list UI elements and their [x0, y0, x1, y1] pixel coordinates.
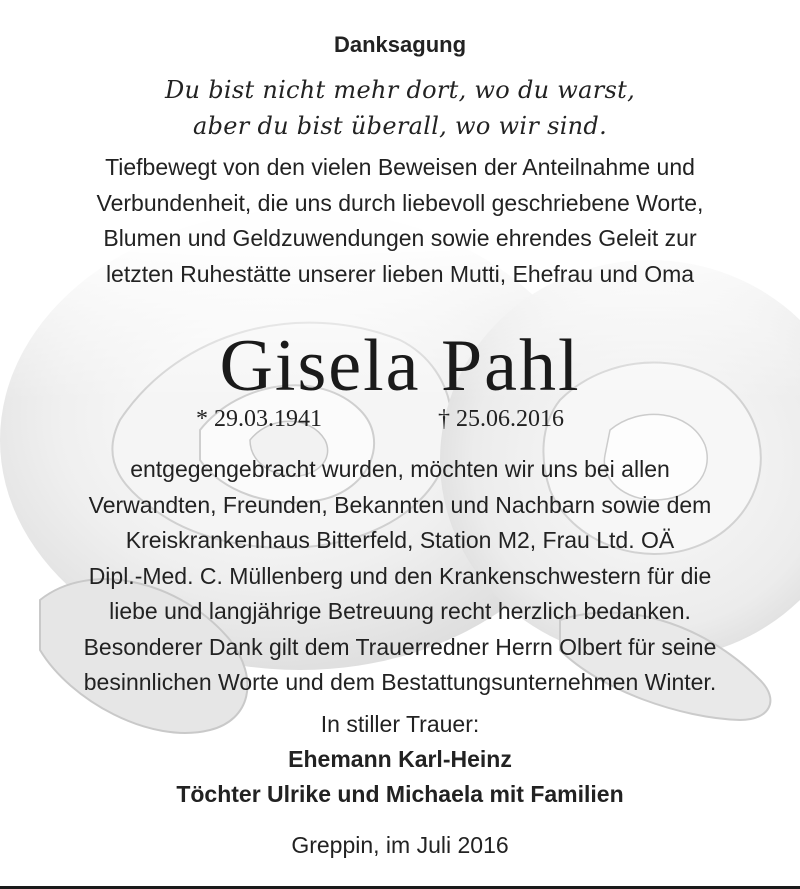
intro-line: Verbundenheit, die uns durch liebevoll geschriebene Worte,: [96, 189, 704, 216]
intro-line: Tiefbewegt von den vielen Beweisen der Anteilnahme und: [105, 154, 695, 180]
intro-paragraph: [0, 150, 800, 292]
thanks-line: Dipl.-Med. C. Müllenberg und den Krankenschwestern für die: [88, 562, 712, 589]
thanks-line: besinnlichen Worte und dem Bestattungsunternehmen Winter.: [83, 669, 717, 695]
deceased-name: Gisela Pahl: [219, 325, 581, 407]
signer-husband: Ehemann Karl-Heinz: [288, 746, 512, 772]
thanks-line: liebe und langjährige Betreuung recht herzlich bedanken.: [109, 598, 691, 624]
intro-line: letzten Ruhestätte unserer lieben Mutti, Ehefrau und Oma: [105, 260, 695, 287]
memorial-quote: [0, 72, 800, 144]
place-and-date: Greppin, im Juli 2016: [291, 832, 509, 858]
quote-line: Du bist nicht mehr dort, wo du warst,: [164, 76, 636, 104]
quote-line: aber du bist überall, wo wir sind.: [192, 112, 608, 140]
mourning-label: In stiller Trauer:: [320, 711, 480, 737]
thanks-paragraph: [0, 452, 800, 701]
thanks-line: entgegengebracht wurden, möchten wir uns bei allen: [130, 456, 670, 482]
signer-daughters: Töchter Ulrike und Michaela mit Familien: [176, 781, 624, 807]
intro-line: Blumen und Geldzuwendungen sowie ehrendes Geleit zur: [103, 225, 697, 251]
thanks-line: Kreiskrankenhaus Bitterfeld, Station M2, Frau Ltd. OÄ: [125, 527, 675, 553]
death-date: † 25.06.2016: [438, 406, 564, 432]
thanks-line: Besonderer Dank gilt dem Trauerredner Herrn Olbert für seine: [83, 633, 717, 660]
heading-danksagung: Danksagung: [333, 32, 467, 57]
thanks-line: Verwandten, Freunden, Bekannten und Nachbarn sowie dem: [88, 491, 712, 518]
birth-date: * 29.03.1941: [196, 406, 322, 432]
